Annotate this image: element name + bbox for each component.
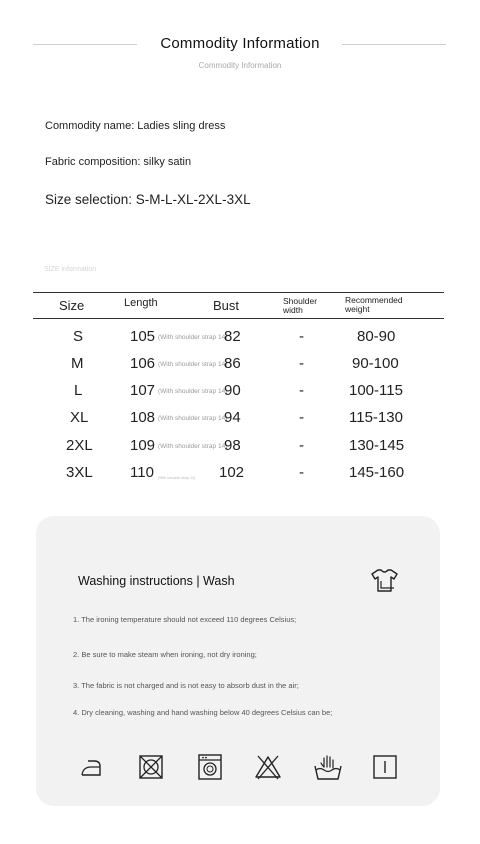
cell-length: 105	[130, 328, 156, 345]
instruction-1: 1. The ironing temperature should not exceed 110 degrees Celsius;	[73, 615, 297, 624]
header-bust: Bust	[213, 298, 240, 313]
cell-length-note: (With shoulder strap 14)	[158, 415, 228, 422]
cell-length: 108	[130, 409, 156, 426]
table-row	[0, 328, 480, 355]
cell-shoulder: -	[299, 464, 304, 481]
cell-bust: 82	[224, 328, 241, 345]
cell-weight: 80-90	[357, 328, 396, 345]
instruction-4: 4. Dry cleaning, washing and hand washing below 40 degrees Celsius can be;	[73, 708, 333, 717]
cell-shoulder: -	[299, 355, 304, 372]
page-subtitle: Commodity Information	[198, 61, 282, 70]
cell-length: 107	[130, 382, 156, 399]
table-row	[0, 382, 480, 409]
size-information-label: SIZE information	[44, 266, 97, 273]
fabric-composition: Fabric composition: silky satin	[45, 156, 192, 168]
table-row	[0, 355, 480, 382]
washing-title: Washing instructions | Wash	[78, 574, 235, 588]
no-tumble-dry-icon	[138, 754, 164, 780]
cell-bust: 94	[224, 409, 241, 426]
cell-length-note: (With shoulder strap 14)	[158, 334, 228, 341]
no-bleach-icon	[254, 754, 282, 780]
header-shoulder-line2: width	[283, 305, 303, 315]
cell-weight: 130-145	[349, 437, 405, 454]
cell-bust: 98	[224, 437, 241, 454]
cell-shoulder: -	[299, 437, 304, 454]
header-weight-line1: Recommended	[345, 295, 403, 305]
cell-weight: 145-160	[349, 464, 405, 481]
cell-bust: 86	[224, 355, 241, 372]
instruction-3: 3. The fabric is not charged and is not easy to absorb dust in the air;	[73, 681, 299, 690]
cell-size: S	[73, 328, 84, 345]
table-header-rule	[33, 318, 444, 319]
size-selection: Size selection: S-M-L-XL-2XL-3XL	[45, 192, 251, 207]
header-shoulder-line1: Shoulder	[283, 296, 318, 306]
table-row	[0, 437, 480, 464]
washing-instructions-card	[36, 516, 440, 806]
cell-length-note: (With shoulder strap 14)	[158, 388, 228, 395]
cell-shoulder: -	[299, 409, 304, 426]
machine-wash-icon	[197, 754, 223, 780]
cell-bust: 90	[224, 382, 241, 399]
cell-length-note: (With shoulder strap 14)	[158, 476, 196, 480]
table-top-rule	[33, 292, 444, 293]
table-row	[0, 464, 480, 491]
cell-length: 109	[130, 437, 156, 454]
table-row	[0, 409, 480, 436]
page-title: Commodity Information	[160, 35, 320, 52]
header-divider-right	[342, 44, 446, 45]
cell-size: XL	[70, 409, 89, 426]
cell-size: 3XL	[66, 464, 93, 481]
cell-bust: 102	[219, 464, 245, 481]
instruction-2: 2. Be sure to make steam when ironing, not dry ironing;	[73, 650, 257, 659]
cell-length: 106	[130, 355, 156, 372]
cell-shoulder: -	[299, 328, 304, 345]
cell-shoulder: -	[299, 382, 304, 399]
cell-weight: 115-130	[349, 409, 403, 426]
iron-icon	[78, 754, 104, 780]
cell-length: 110	[130, 464, 154, 481]
line-dry-icon	[372, 754, 398, 780]
cell-length-note: (With shoulder strap 14)	[158, 361, 228, 368]
hand-wash-icon	[313, 754, 343, 782]
cell-size: M	[71, 355, 84, 372]
cell-size: L	[74, 382, 83, 399]
header-length: Length	[124, 297, 158, 309]
cell-weight: 90-100	[352, 355, 399, 372]
cell-size: 2XL	[66, 437, 93, 454]
cell-length-note: (With shoulder strap 14)	[158, 443, 228, 450]
commodity-name: Commodity name: Ladies sling dress	[45, 120, 226, 132]
cell-weight: 100-115	[349, 382, 403, 399]
tshirt-icon	[369, 566, 399, 594]
header-size: Size	[59, 298, 85, 313]
header-weight-line2: weight	[345, 304, 370, 314]
